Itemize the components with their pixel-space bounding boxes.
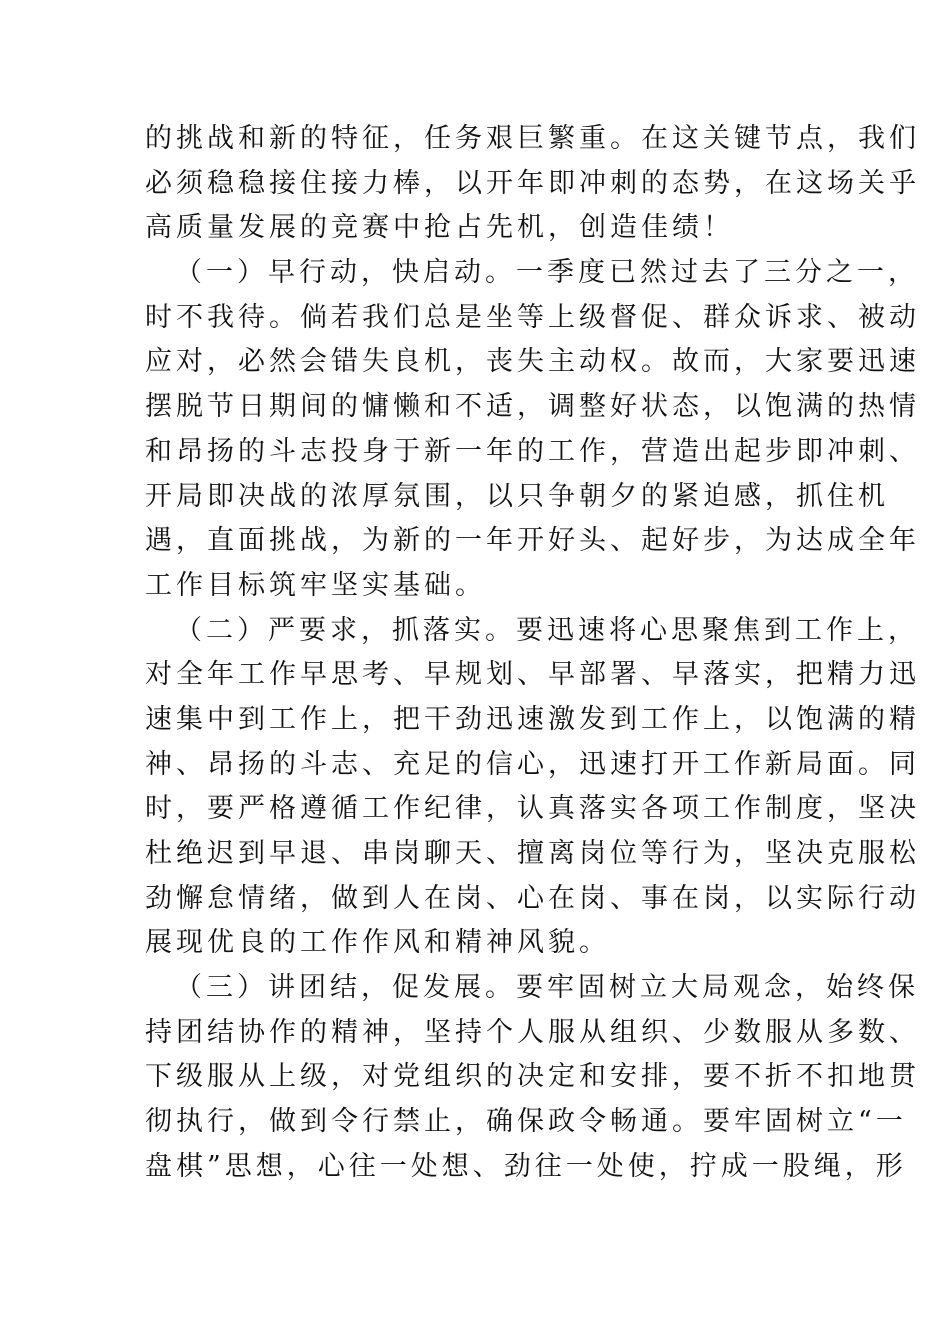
text-line: 必须稳稳接住接力棒，以开年即冲刺的态势，在这场关乎 — [145, 167, 920, 199]
text-line: 时不我待。倘若我们总是坐等上级督促、群众诉求、被动 — [145, 301, 920, 333]
document-page — [145, 117, 920, 1190]
text-line: 盘棋”思想，心往一处想、劲往一处使，拧成一股绳，形 — [145, 1150, 907, 1182]
text-line: 遇，直面挑战，为新的一年开好头、起好步，为达成全年 — [145, 525, 920, 557]
text-line: 应对，必然会错失良机，丧失主动权。故而，大家要迅速 — [145, 346, 920, 378]
text-line: 和昂扬的斗志投身于新一年的工作，营造出起步即冲刺、 — [145, 435, 920, 467]
text-line: 神、昂扬的斗志、充足的信心，迅速打开工作新局面。同 — [145, 748, 920, 780]
text-line: 展现优良的工作作风和精神风貌。 — [145, 927, 610, 959]
text-line: 工作目标筑牢坚实基础。 — [145, 569, 486, 601]
paragraph-first-line: （一）早行动，快启动。一季度已然过去了三分之一， — [175, 257, 919, 289]
paragraph-first-line: （二）严要求，抓落实。要迅速将心思聚焦到工作上， — [175, 614, 919, 646]
text-line: 劲懈怠情绪，做到人在岗、心在岗、事在岗，以实际行动 — [145, 882, 920, 914]
text-line: 持团结协作的精神，坚持个人服从组织、少数服从多数、 — [145, 1016, 920, 1048]
text-line: 摆脱节日期间的慵懒和不适，调整好状态，以饱满的热情 — [145, 391, 920, 423]
text-line: 对全年工作早思考、早规划、早部署、早落实，把精力迅 — [145, 659, 920, 691]
text-line: 杜绝迟到早退、串岗聊天、擅离岗位等行为，坚决克服松 — [145, 838, 920, 869]
text-line: 高质量发展的竞赛中抢占先机，创造佳绩！ — [145, 212, 734, 244]
text-line: 的挑战和新的特征，任务艰巨繁重。在这关键节点，我们 — [145, 123, 920, 154]
text-line: 速集中到工作上，把干劲迅速激发到工作上，以饱满的精 — [145, 703, 920, 735]
text-line: 时，要严格遵循工作纪律，认真落实各项工作制度，坚决 — [145, 793, 920, 825]
paragraph-first-line: （三）讲团结，促发展。要牢固树立大局观念，始终保 — [175, 972, 919, 1004]
text-line: 开局即决战的浓厚氛围，以只争朝夕的紧迫感，抓住机 — [145, 480, 889, 512]
text-line: 下级服从上级，对党组织的决定和安排，要不折不扣地贯 — [145, 1061, 920, 1093]
text-line: 彻执行，做到令行禁止，确保政令畅通。要牢固树立“一 — [145, 1106, 907, 1138]
